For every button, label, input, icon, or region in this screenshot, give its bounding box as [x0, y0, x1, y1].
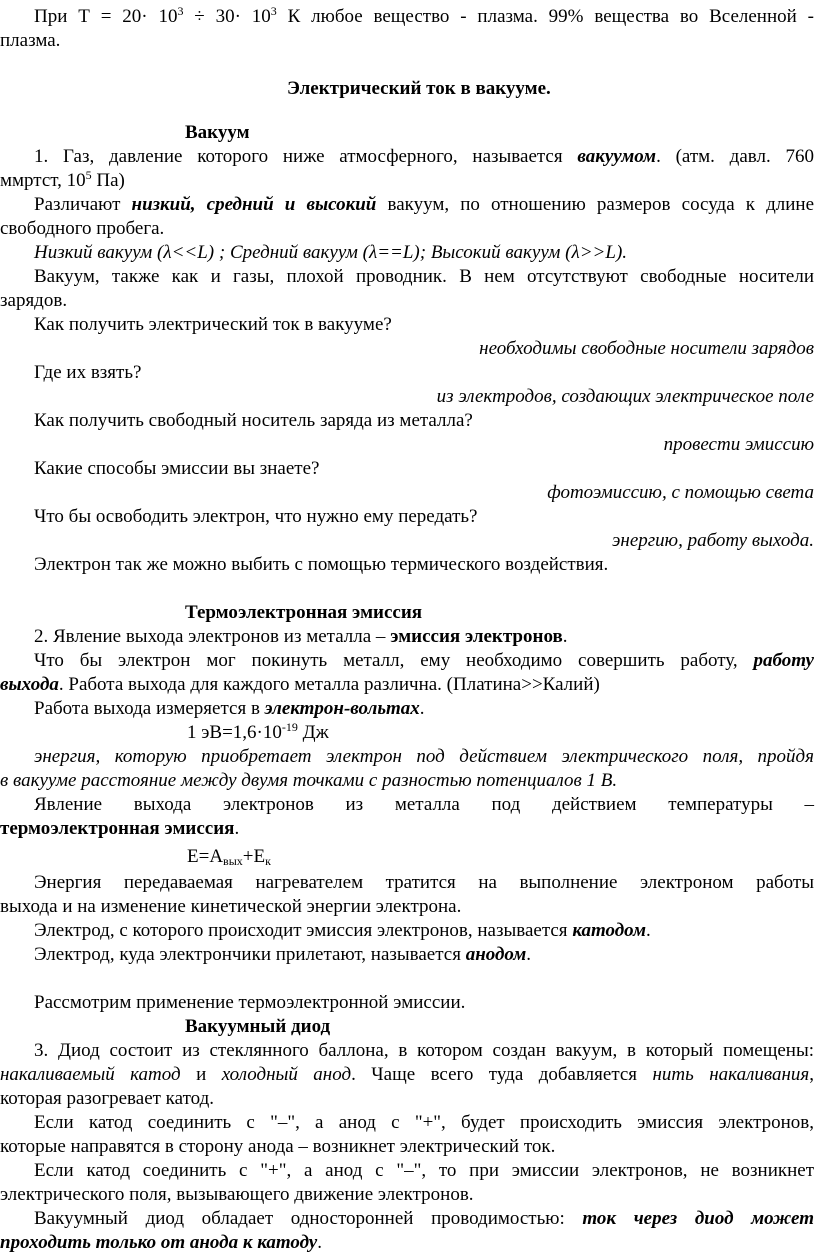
paragraph-forward-cont: которые направятся в сторону анода – возникнет электрический ток. — [0, 1136, 556, 1157]
text: Различают — [34, 194, 132, 215]
text: . — [562, 626, 568, 647]
answer-1: необходимы свободные носители зарядов — [479, 338, 814, 359]
paragraph-thermo-def: Явление выхода электронов из металла под действием температуры – — [34, 794, 814, 815]
paragraph-definition-cont — [0, 169, 125, 193]
paragraph-conductor-cont: зарядов. — [0, 290, 68, 311]
text: вакуум, по отношению размеров сосуда к длине — [376, 194, 815, 215]
text: 2. Явление выхода электронов из металла – — [34, 626, 391, 647]
text: Что бы электрон мог покинуть металл, ему необходимо совершить работу, — [34, 650, 754, 671]
text: , — [809, 1064, 814, 1085]
text: . (атм. давл. 760 — [656, 146, 814, 167]
section-heading-vacuum: Вакуум — [185, 122, 250, 143]
term: нить накаливания — [652, 1064, 810, 1085]
intro-text: ÷ 30· 10 — [183, 6, 271, 27]
intro-line-1 — [34, 5, 814, 29]
text: +E — [242, 846, 266, 867]
paragraph-work — [34, 649, 814, 673]
text: E=A — [187, 846, 224, 867]
answer-5: энергию, работу выхода. — [612, 530, 814, 551]
paragraph-units — [34, 697, 425, 721]
paragraph-conductivity — [34, 1207, 814, 1231]
exponent: 3 — [177, 4, 184, 18]
question-4: Какие способы эмиссии вы знаете? — [34, 458, 320, 479]
question-2: Где их взять? — [34, 362, 142, 383]
paragraph-ev-definition: энергия, которую приобретает электрон под действием электрического поля, пройдя — [34, 746, 814, 767]
term: холодный анод — [221, 1064, 352, 1085]
paragraph-anode — [34, 943, 531, 967]
formula-energy — [187, 845, 271, 869]
paragraph-types-cont — [0, 217, 164, 241]
subscript: вых — [223, 854, 243, 868]
term: проходить только от анода к катоду — [0, 1232, 318, 1253]
term: выхода — [0, 674, 59, 695]
question-3: Как получить свободный носитель заряда из металла? — [34, 410, 473, 431]
term: электрон-вольтах — [264, 698, 420, 719]
paragraph-thermo-def-cont — [0, 817, 239, 841]
paragraph-heater-cont: выхода и на изменение кинетической энергии электрона. — [0, 896, 462, 917]
exponent: 5 — [85, 168, 92, 182]
paragraph-conductor: Вакуум, также как и газы, плохой проводник. В нем отсутствуют свободные носители — [34, 266, 814, 287]
text: Дж — [297, 722, 329, 743]
text: и — [180, 1064, 222, 1085]
term: термоэлектронная эмиссия — [0, 818, 235, 839]
intro-text: плазма. — [0, 30, 61, 51]
paragraph-application: Рассмотрим применение термоэлектронной эмиссии. — [34, 992, 466, 1013]
text: . — [419, 698, 425, 719]
paragraph-diode-structure-end: которая разогревает катод. — [0, 1088, 214, 1109]
page-title: Электрический ток в вакууме. — [287, 78, 551, 99]
paragraph-vacuum-levels: Низкий вакуум (λ<<L) ; Средний вакуум (λ==L); Высокий вакуум (λ>>L). — [34, 242, 628, 263]
term: анодом — [465, 944, 527, 965]
paragraph-reverse: Если катод соединить с "+", а анод с "–", то при эмиссии электронов, не возникнет — [34, 1160, 814, 1181]
formula-ev — [187, 721, 329, 745]
exponent: 3 — [270, 4, 277, 18]
section-heading-diode: Вакуумный диод — [185, 1016, 331, 1037]
answer-2: из электродов, создающих электрическое поле — [436, 386, 814, 407]
text: . Работа выхода для каждого металла различна. (Платина>>Калий) — [58, 674, 600, 695]
text: Па) — [91, 170, 125, 191]
answer-4: фотоэмиссию, с помощью света — [547, 482, 814, 503]
text: ммртст, 10 — [0, 170, 86, 191]
paragraph-thermal: Электрон так же можно выбить с помощью термического воздействия. — [34, 554, 609, 575]
question-1: Как получить электрический ток в вакууме? — [34, 314, 392, 335]
paragraph-cathode — [34, 919, 651, 943]
intro-text: К любое вещество - плазма. 99% вещества во Вселенной - — [276, 6, 814, 27]
term: работу — [753, 650, 814, 671]
text: 1 эВ=1,6·10 — [187, 722, 282, 743]
text: . — [234, 818, 240, 839]
paragraph-diode-structure: 3. Диод состоит из стеклянного баллона, в котором создан вакуум, в который помещены: — [34, 1040, 814, 1061]
text: Электрод, с которого происходит эмиссия электронов, называется — [34, 920, 573, 941]
paragraph-emission — [34, 625, 568, 649]
intro-line-2 — [0, 29, 60, 53]
text: . — [317, 1232, 322, 1253]
answer-3: провести эмиссию — [663, 434, 814, 455]
paragraph-reverse-cont: электрического поля, вызывающего движение электронов. — [0, 1184, 474, 1205]
exponent: -19 — [281, 720, 298, 734]
paragraph-types — [34, 193, 814, 217]
text: свободного пробега. — [0, 218, 165, 239]
text: Работа выхода измеряется в — [34, 698, 265, 719]
text: . Чаще всего туда добавляется — [351, 1064, 653, 1085]
term: катодом — [572, 920, 646, 941]
term: низкий, средний и высокий — [131, 194, 377, 215]
paragraph-conductivity-cont — [0, 1231, 322, 1255]
text: Электрод, куда электрончики прилетают, называется — [34, 944, 466, 965]
intro-text: При Т = 20· 10 — [34, 6, 178, 27]
term: эмиссия электронов — [390, 626, 563, 647]
paragraph-forward: Если катод соединить с "–", а анод с "+", будет происходить эмиссия электронов, — [34, 1112, 814, 1133]
text: 1. Газ, давление которого ниже атмосферного, называется — [34, 146, 578, 167]
term: ток через диод может — [582, 1208, 814, 1229]
question-5: Что бы освободить электрон, что нужно ему передать? — [34, 506, 478, 527]
paragraph-definition — [34, 145, 814, 169]
paragraph-heater: Энергия передаваемая нагревателем тратится на выполнение электроном работы — [34, 872, 814, 893]
text: . — [526, 944, 531, 965]
text: . — [645, 920, 651, 941]
term: накаливаемый катод — [0, 1064, 181, 1085]
section-heading-thermo: Термоэлектронная эмиссия — [185, 602, 423, 623]
paragraph-ev-definition-cont: в вакууме расстояние между двумя точками с разностью потенциалов 1 В. — [0, 770, 618, 791]
paragraph-work-cont — [0, 673, 600, 697]
subscript: к — [265, 854, 271, 868]
text: Вакуумный диод обладает односторонней проводимостью: — [34, 1208, 583, 1229]
term: вакуумом — [577, 146, 657, 167]
paragraph-diode-structure-cont — [0, 1063, 814, 1087]
